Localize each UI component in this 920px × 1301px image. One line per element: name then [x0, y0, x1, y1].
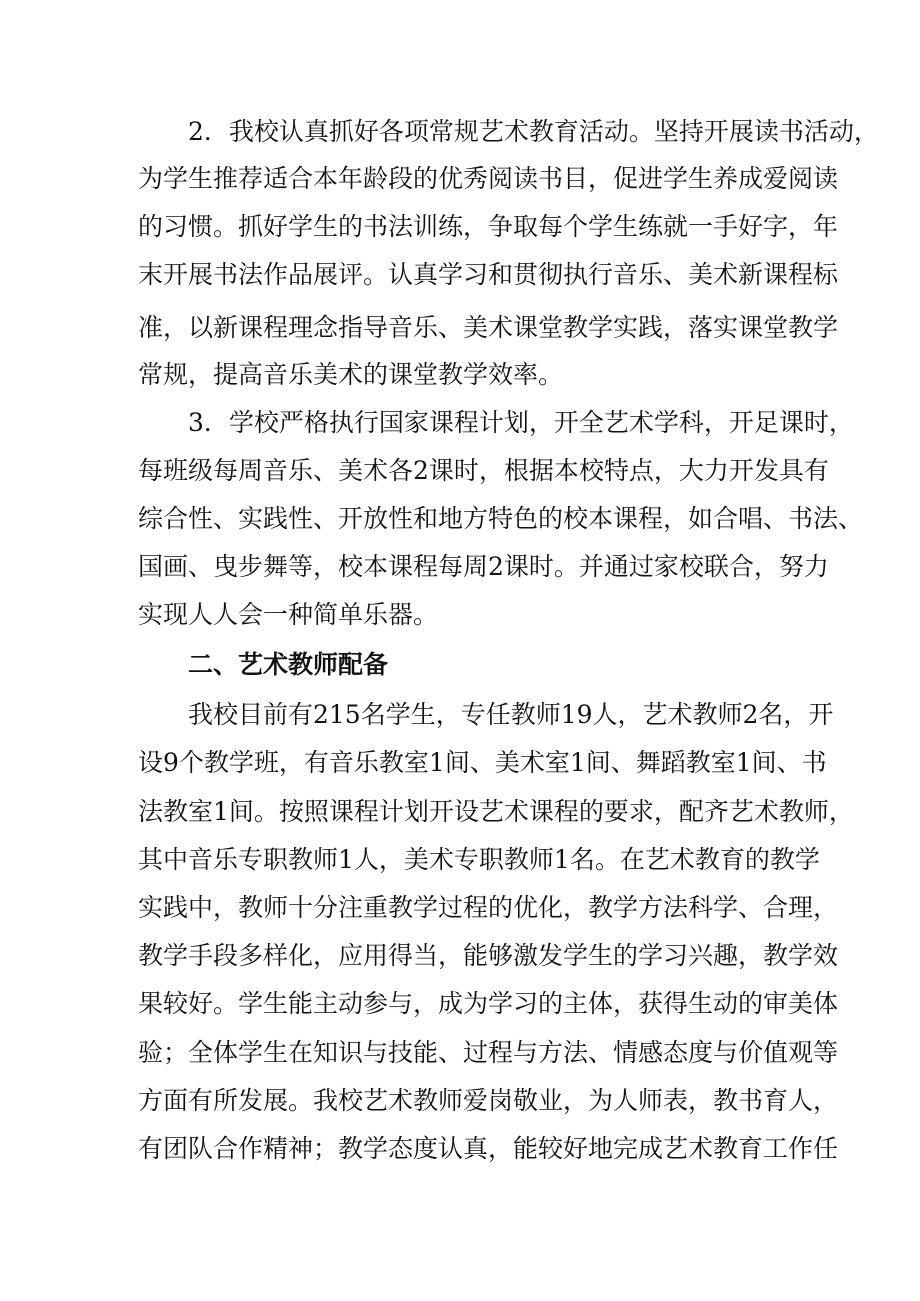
paragraph-2-line-2: 为学生推荐适合本年龄段的优秀阅读书目，促进学生养成爱阅读: [138, 164, 839, 193]
paragraph-2-line-6: 常规，提高音乐美术的课堂教学效率。: [138, 360, 564, 389]
paragraph-teachers-line-9: 方面有所发展。我校艺术教师爱岗敬业，为人师表，教书育人，: [138, 1086, 839, 1115]
paragraph-teachers-line-3: 法教室1间。按照课程计划开设艺术课程的要求，配齐艺术教师，: [138, 797, 854, 826]
paragraph-teachers-line-10: 有团队合作精神；教学态度认真，能较好地完成艺术教育工作任: [138, 1134, 839, 1163]
paragraph-teachers-line-1: 我校目前有215名学生，专任教师19人，艺术教师2名，开: [188, 700, 834, 729]
paragraph-3-line-3: 综合性、实践性、开放性和地方特色的校本课程，如合唱、书法、: [138, 504, 864, 533]
paragraph-3-line-4: 国画、曳步舞等，校本课程每周2课时。并通过家校联合，努力: [138, 552, 829, 581]
paragraph-2-line-1: 2．我校认真抓好各项常规艺术教育活动。坚持开展读书活动，: [188, 117, 879, 146]
paragraph-teachers-line-4: 其中音乐专职教师1人，美术专职教师1名。在艺术教育的教学: [138, 845, 820, 874]
paragraph-3-line-5: 实现人人会一种简单乐器。: [138, 600, 439, 629]
paragraph-teachers-line-2: 设9个教学班，有音乐教室1间、美术室1间、舞蹈教室1间、书: [138, 748, 827, 777]
paragraph-3-line-1: 3．学校严格执行国家课程计划，开全艺术学科，开足课时，: [188, 408, 854, 437]
paragraph-2-line-3: 的习惯。抓好学生的书法训练，争取每个学生练就一手好字，年: [138, 212, 839, 241]
section-heading: 二、艺术教师配备: [188, 650, 389, 679]
paragraph-2-line-4: 末开展书法作品展评。认真学习和贯彻执行音乐、美术新课程标: [138, 260, 839, 289]
paragraph-teachers-line-7: 果较好。学生能主动参与，成为学习的主体，获得生动的审美体: [138, 989, 839, 1018]
paragraph-3-line-2: 每班级每周音乐、美术各2课时，根据本校特点，大力开发具有: [138, 456, 829, 485]
paragraph-teachers-line-6: 教学手段多样化，应用得当，能够激发学生的学习兴趣，教学效: [138, 941, 839, 970]
paragraph-2-line-5: 准，以新课程理念指导音乐、美术课堂教学实践，落实课堂教学: [138, 313, 839, 342]
paragraph-teachers-line-8: 验；全体学生在知识与技能、过程与方法、情感态度与价值观等: [138, 1038, 839, 1067]
paragraph-teachers-line-5: 实践中，教师十分注重教学过程的优化，教学方法科学、合理，: [138, 893, 839, 922]
